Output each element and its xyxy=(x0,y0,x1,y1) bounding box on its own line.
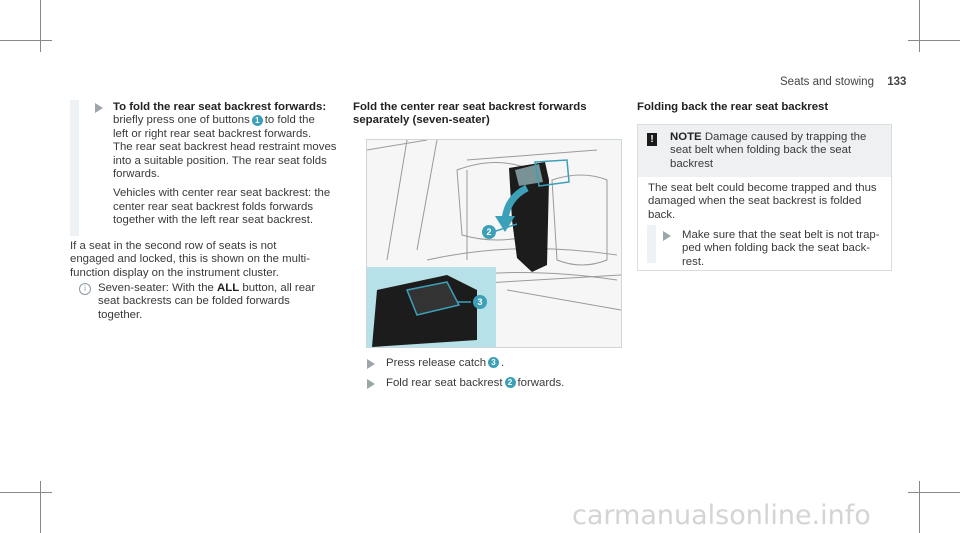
col2-step1: Press release catch 3 . xyxy=(386,357,505,369)
note-body: The seat belt could become trapped and thus damaged when the seat backrest is folded back. xyxy=(648,182,877,221)
step-arrow-icon xyxy=(367,359,375,369)
step-line: forwards. xyxy=(113,168,160,181)
vehicle-line: center rear seat backrest folds forwards xyxy=(113,200,314,213)
note-box xyxy=(637,124,892,271)
para-line: engaged and locked, this is shown on the multi- xyxy=(70,253,310,266)
col1-paragraph xyxy=(70,240,350,280)
marker-1-icon: 1 xyxy=(252,115,263,126)
para-line: function display on the instrument cluster. xyxy=(70,266,279,279)
watermark: carmanualsonline.info xyxy=(572,500,871,531)
info-line: together. xyxy=(98,308,143,321)
section-title: Seats and stowing xyxy=(780,76,874,88)
crop-mark xyxy=(0,40,52,41)
page-number: 133 xyxy=(887,76,907,88)
seat-drawing-icon xyxy=(367,140,621,347)
crop-mark xyxy=(908,40,960,41)
col1-step xyxy=(113,101,353,228)
step-line: left or right rear seat backrest forwards. xyxy=(113,127,312,140)
illustration-marker-3-icon: 3 xyxy=(473,295,487,309)
info-line: seat backrests can be folded forwards xyxy=(98,295,290,308)
crop-mark xyxy=(0,492,52,493)
crop-mark xyxy=(919,481,920,533)
col2-title: Fold the center rear seat backrest forwards separately (seven-seater) xyxy=(353,101,587,127)
step-line: into a suitable position. The rear seat folds xyxy=(113,154,327,167)
crop-mark xyxy=(919,0,920,52)
step-arrow-icon xyxy=(367,379,375,389)
note-text: NOTE Damage caused by trapping the seat belt when folding back the seat backrest xyxy=(670,131,867,170)
marker-2-icon: 2 xyxy=(505,377,516,388)
step-title: To fold the rear seat backrest forwards: xyxy=(113,101,327,113)
vehicle-line: together with the left rear seat backrest. xyxy=(113,214,314,227)
step-sidebar xyxy=(70,100,79,236)
step-line: The rear seat backrest head restraint moves xyxy=(113,141,337,154)
marker-3-icon: 3 xyxy=(488,357,499,368)
page-header xyxy=(780,76,906,88)
step-arrow-icon xyxy=(95,103,103,113)
crop-mark xyxy=(40,0,41,52)
crop-mark xyxy=(908,492,960,493)
info-line: Seven-seater: With the ALL button, all rear xyxy=(98,282,316,294)
col2-step2: Fold rear seat backrest 2 forwards. xyxy=(386,377,565,389)
step-line: briefly press one of buttons 1 to fold the xyxy=(113,114,315,127)
note-step: Make sure that the seat belt is not trap- ped when folding back the seat back- rest. xyxy=(682,229,880,268)
warning-icon: ! xyxy=(647,133,657,146)
info-icon: i xyxy=(79,283,91,295)
step-sidebar xyxy=(647,225,656,263)
illustration-marker-2-icon: 2 xyxy=(482,225,496,239)
vehicle-line: Vehicles with center rear seat backrest: the xyxy=(113,187,331,200)
col3-title: Folding back the rear seat backrest xyxy=(637,101,829,113)
col1-info xyxy=(98,282,358,322)
crop-mark xyxy=(40,481,41,533)
para-line: If a seat in the second row of seats is not xyxy=(70,240,277,252)
step-arrow-icon xyxy=(663,231,671,241)
seat-illustration xyxy=(366,139,622,348)
